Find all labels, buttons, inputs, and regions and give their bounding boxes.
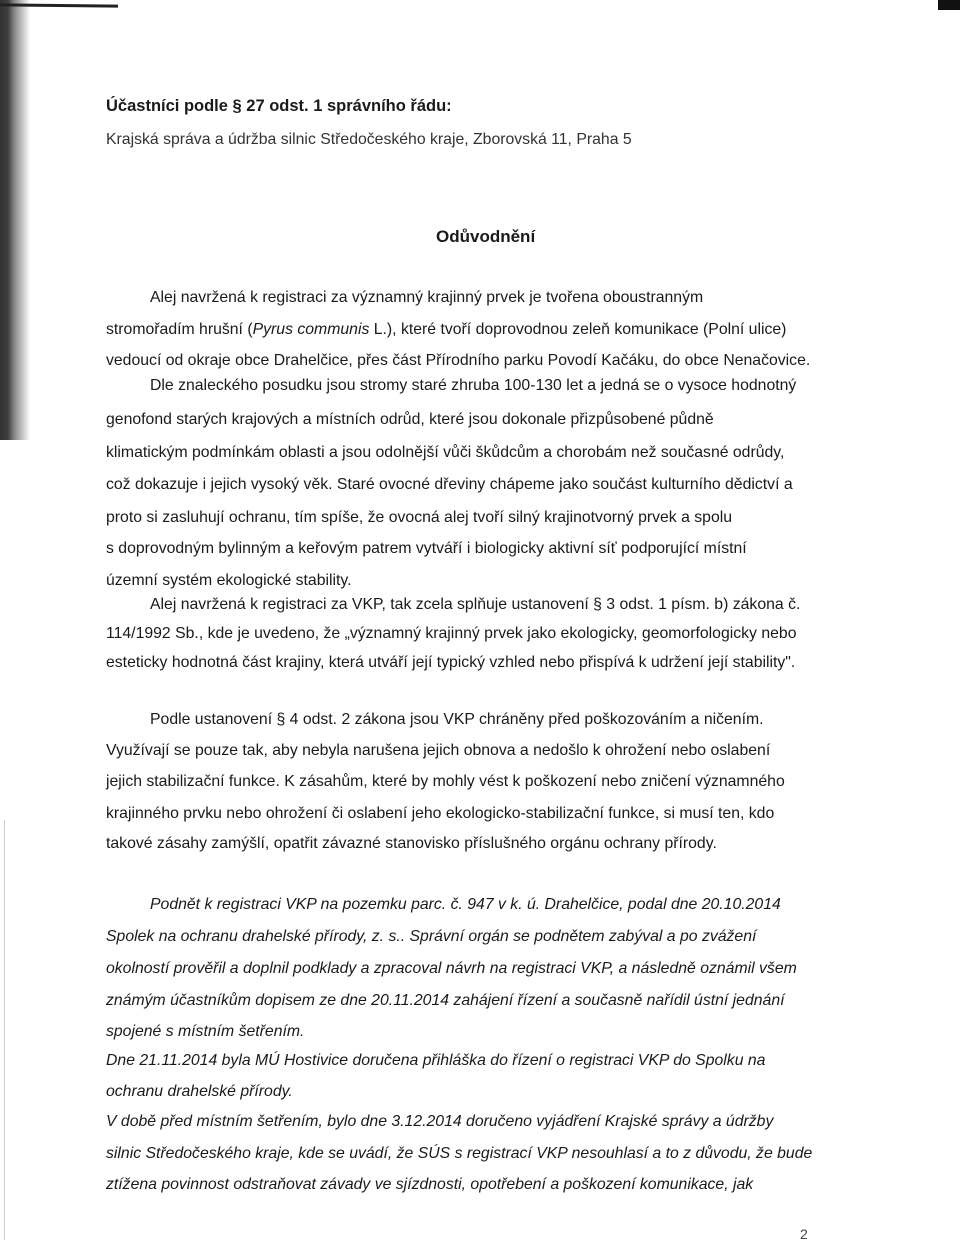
participants-line: Krajská správa a údržba silnic Středočeského kraje, Zborovská 11, Praha 5 xyxy=(106,131,632,148)
paragraph-line: 114/1992 Sb., kde je uvedeno, že „významný krajinný prvek jako ekologicky, geomorfologicky nebo xyxy=(106,625,797,642)
participants-heading: Účastníci podle § 27 odst. 1 správního řádu: xyxy=(106,97,452,115)
paragraph-line: proto si zasluhují ochranu, tím spíše, že ovocná alej tvoří silný krajinotvorný prvek a spolu xyxy=(106,509,733,526)
paragraph-line: územní systém ekologické stability. xyxy=(106,572,352,589)
paragraph-line: Podnět k registraci VKP na pozemku parc. č. 947 v k. ú. Drahelčice, podal dne 20.10.2014 xyxy=(150,896,781,913)
paragraph-line: Alej navržená k registraci za významný krajinný prvek je tvořena oboustranným xyxy=(150,289,704,306)
paragraph-line: takové zásahy zamýšlí, opatřit závazné stanovisko příslušného orgánu ochrany přírody. xyxy=(106,835,717,852)
paragraph-line: V době před místním šetřením, bylo dne 3.12.2014 doručeno vyjádření Krajské správy a údržby xyxy=(106,1113,774,1130)
paragraph-line: což dokazuje i jejich vysoký věk. Staré ovocné dřeviny chápeme jako součást kulturního dědictví a xyxy=(106,476,793,493)
paragraph-line: s doprovodným bylinným a keřovým patrem vytváří i biologicky aktivní síť podporující místní xyxy=(106,540,747,557)
paragraph-line: ztížena povinnost odstraňovat závady ve sjízdnosti, opotřebení a poškození komunikace, jak xyxy=(106,1176,754,1193)
paragraph-line: stromořadím hrušní (Pyrus communis L.), které tvoří doprovodnou zeleň komunikace (Polní ulice) xyxy=(106,321,787,338)
scan-mark-corner xyxy=(938,0,960,10)
paragraph-line: ochranu drahelské přírody. xyxy=(106,1083,293,1100)
paragraph-line: silnic Středočeského kraje, kde se uvádí, že SÚS s registrací VKP nesouhlasí a to z důvodu, že bude xyxy=(106,1145,813,1162)
paragraph-line: genofond starých krajových a místních odrůd, které jsou dokonale přizpůsobené půdně xyxy=(106,411,714,428)
paragraph-line: Spolek na ochranu drahelské přírody, z. s.. Správní orgán se podnětem zabýval a po zvážení xyxy=(106,928,757,945)
paragraph-line: Dle znaleckého posudku jsou stromy staré zhruba 100-130 let a jedná se o vysoce hodnotný xyxy=(150,377,797,394)
paragraph-line: krajinného prvku nebo ohrožení či oslabení jeho ekologicko-stabilizační funkce, si musí ten, kdo xyxy=(106,805,775,822)
paragraph-line: Podle ustanovení § 4 odst. 2 zákona jsou VKP chráněny před poškozováním a ničením. xyxy=(150,711,764,728)
paragraph-line: jejich stabilizační funkce. K zásahům, které by mohly vést k poškození nebo zničení významného xyxy=(106,773,785,790)
paragraph-line: známým účastníkům dopisem ze dne 20.11.2014 zahájení řízení a současně nařídil ústní jednání xyxy=(106,992,785,1009)
paragraph-line: Využívají se pouze tak, aby nebyla narušena jejich obnova a nedošlo k ohrožení nebo oslabení xyxy=(106,742,771,759)
scan-shadow-left xyxy=(0,0,30,440)
paragraph-line: spojené s místním šetřením. xyxy=(106,1023,305,1040)
paragraph-line: esteticky hodnotná část krajiny, která utváří její typický vzhled nebo přispívá k udržení její stability". xyxy=(106,654,796,671)
paragraph-line: okolností prověřil a doplnil podklady a zpracoval návrh na registraci VKP, a následně oznámil všem xyxy=(106,960,797,977)
species-name: Pyrus communis xyxy=(252,321,370,338)
scan-faint-line xyxy=(4,820,5,1240)
page-number: 2 xyxy=(800,1226,808,1242)
paragraph-line: Alej navržená k registraci za VKP, tak zcela splňuje ustanovení § 3 odst. 1 písm. b) zákona č. xyxy=(150,596,801,613)
section-title: Odůvodnění xyxy=(436,227,536,246)
paragraph-line: Dne 21.11.2014 byla MÚ Hostivice doručena přihláška do řízení o registraci VKP do Spolku na xyxy=(106,1052,766,1069)
paragraph-line: vedoucí od okraje obce Drahelčice, přes část Přírodního parku Povodí Kačáku, do obce Nenačovice. xyxy=(106,352,811,369)
paragraph-line: klimatickým podmínkám oblasti a jsou odolnější vůči škůdcům a chorobám než současné odrůdy, xyxy=(106,444,785,461)
